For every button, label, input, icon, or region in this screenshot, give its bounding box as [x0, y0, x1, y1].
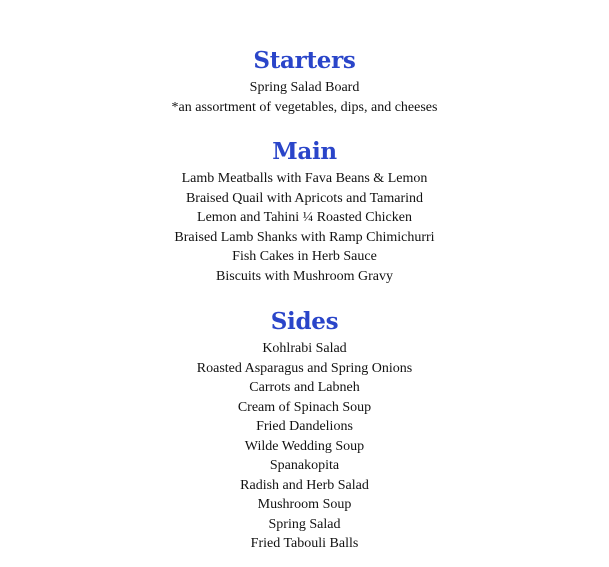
menu-item: Kohlrabi Salad: [262, 341, 347, 356]
menu-item: Braised Quail with Apricots and Tamarind: [185, 190, 424, 206]
section-title-starters: Starters: [253, 47, 356, 74]
section-title-sides: Sides: [270, 308, 339, 335]
menu-item: Biscuits with Mushroom Gravy: [216, 268, 393, 284]
section-sides: [0, 307, 609, 554]
menu-item: Fried Tabouli Balls: [250, 536, 359, 551]
menu-item: Spanakopita: [269, 458, 340, 473]
sides-list: [0, 339, 609, 554]
menu-item: Cream of Spinach Soup: [237, 399, 372, 415]
menu-item: Braised Lamb Shanks with Ramp Chimichurri: [174, 229, 435, 245]
menu-item: Fried Dandelions: [256, 419, 353, 434]
menu-item: Spring Salad: [268, 516, 341, 532]
menu-item: Wilde Wedding Soup: [244, 438, 365, 454]
menu-item: Carrots and Labneh: [249, 380, 360, 395]
main-list: [0, 169, 609, 286]
menu-item: Lemon and Tahini ¼ Roasted Chicken: [197, 210, 412, 225]
menu-item: Roasted Asparagus and Spring Onions: [196, 360, 413, 376]
menu-item: Radish and Herb Salad: [240, 477, 369, 493]
starters-list: [0, 78, 609, 117]
menu-item: Lamb Meatballs with Fava Beans & Lemon: [181, 171, 428, 186]
section-main: [0, 137, 609, 286]
menu-item: Fish Cakes in Herb Sauce: [232, 249, 377, 264]
section-starters: [0, 46, 609, 117]
section-title-main: Main: [272, 138, 337, 165]
menu-item-note: *an assortment of vegetables, dips, and cheeses: [171, 99, 438, 115]
menu-item: Spring Salad Board: [249, 80, 360, 95]
menu-item: Mushroom Soup: [257, 497, 352, 512]
